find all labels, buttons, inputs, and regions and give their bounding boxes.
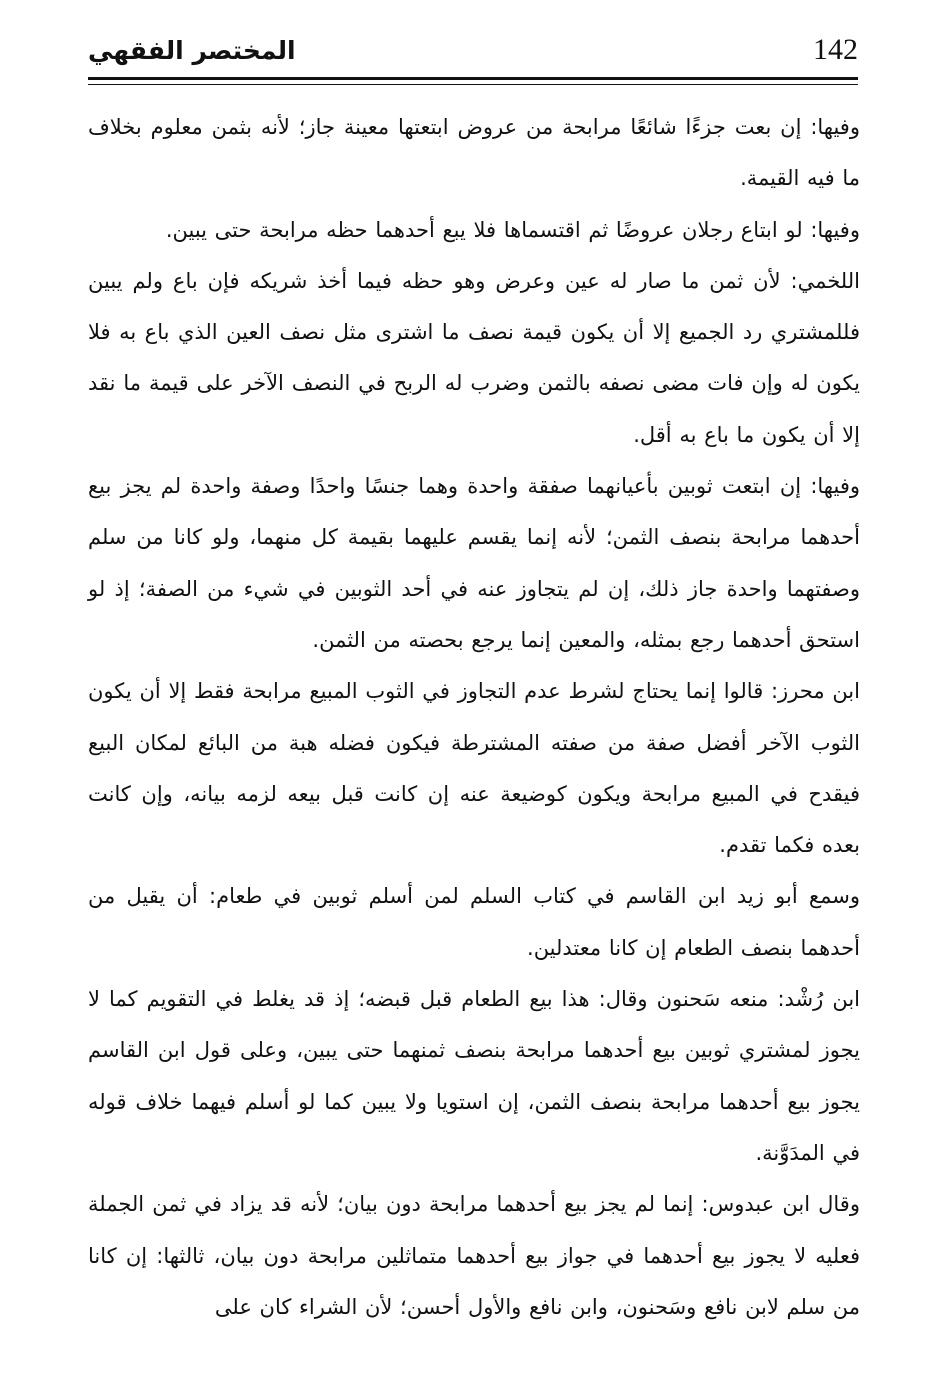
header-rule-thin	[88, 84, 858, 85]
paragraph: وفيها: إن بعت جزءًا شائعًا مرابحة من عروض ابتعتها معينة جاز؛ لأنه بثمن معلوم بخلاف ما فيه القيمة.	[88, 115, 860, 191]
header-rule-thick	[88, 77, 858, 80]
paragraph: ابن رُشْد: منعه سَحنون وقال: هذا بيع الطعام قبل قبضه؛ إذ قد يغلط في التقويم كما لا يجوز لمشتري ثوبين بيع أحدهما مرابحة بنصف ثمنهما حتى يبين، وعلى قول ابن القاسم يجوز بيع أحدهما مرابحة بنصف الثمن، إن استويا ولا يبين كما لو أسلم فيهما خلاف قوله في المدَوَّنة.	[88, 987, 860, 1165]
page-number: 142	[813, 33, 858, 66]
paragraph: وقال ابن عبدوس: إنما لم يجز بيع أحدهما مرابحة دون بيان؛ لأنه قد يزاد في ثمن الجملة فعليه لا يجوز بيع أحدهما في جواز بيع أحدهما متماثلين مرابحة دون بيان، ثالثها: إن كانا من سلم لابن نافع وسَحنون، وابن نافع والأول أحسن؛ لأن الشراء كان على	[88, 1192, 860, 1319]
running-title: المختصر الفقهي	[88, 36, 296, 65]
paragraph: وفيها: إن ابتعت ثوبين بأعيانهما صفقة واحدة وهما جنسًا واحدًا وصفة واحدة لم يجز بيع أحدهما مرابحة بنصف الثمن؛ لأنه إنما يقسم عليهما بقيمة كل منهما، ولو كانا من سلم وصفتهما واحدة جاز ذلك، إن لم يتجاوز عنه في أحد الثوبين في شيء من الصفة؛ إذ لو استحق أحدهما رجع بمثله، والمعين إنما يرجع بحصته من الثمن.	[88, 474, 860, 652]
page-body	[88, 102, 860, 1333]
paragraph: اللخمي: لأن ثمن ما صار له عين وعرض وهو حظه فيما أخذ شريكه فإن باع ولم يبين فللمشتري رد الجميع إلا أن يكون قيمة نصف ما اشترى مثل نصف العين الذي باع به فلا يكون له وإن فات مضى نصفه بالثمن وضرب له الربح في النصف الآخر على قيمة ما نقد إلا أن يكون ما باع به أقل.	[88, 268, 860, 447]
paragraph: ابن محرز: قالوا إنما يحتاج لشرط عدم التجاوز في الثوب المبيع مرابحة فقط إلا أن يكون الثوب الآخر أفضل صفة من صفته المشترطة فيكون فضله هبة من البائع لمكان البيع فيقدح في المبيع مرابحة ويكون كوضيعة عنه إن كانت قبل بيعه لزمه بيانه، وإن كانت بعده فكما تقدم.	[88, 679, 860, 858]
paragraph: وسمع أبو زيد ابن القاسم في كتاب السلم لمن أسلم ثوبين في طعام: أن يقيل من أحدهما بنصف الطعام إن كانا معتدلين.	[88, 884, 860, 960]
paragraph: وفيها: لو ابتاع رجلان عروضًا ثم اقتسماها فلا يبع أحدهما حظه مرابحة حتى يبين.	[165, 217, 860, 242]
page-header	[88, 28, 858, 78]
